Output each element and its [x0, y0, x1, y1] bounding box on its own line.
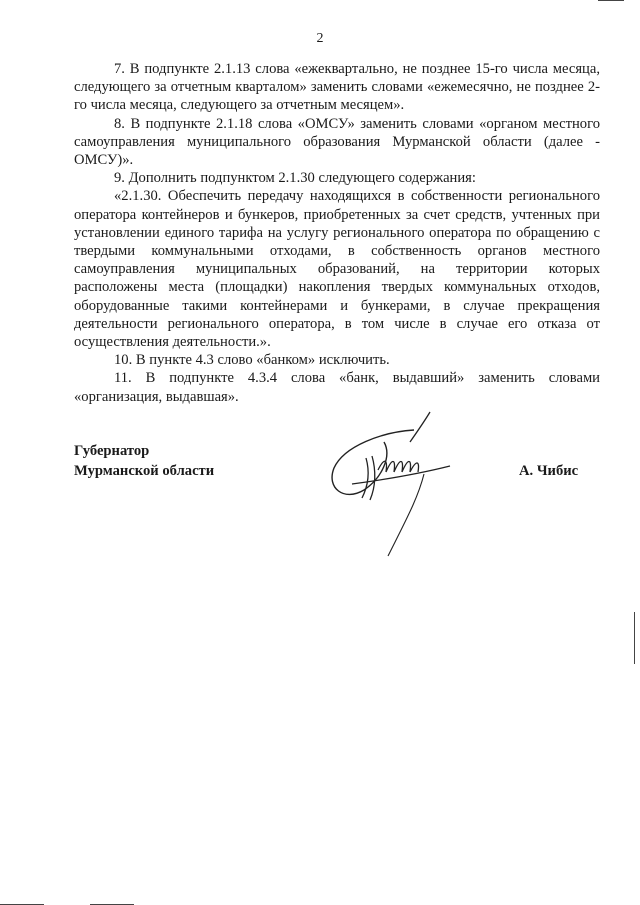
right-edge-mark [634, 612, 635, 664]
paragraph-9: 9. Дополнить подпунктом 2.1.30 следующего содержания: [114, 170, 476, 187]
signatory-title-line1: Губернатор [74, 443, 150, 459]
handwritten-signature [322, 410, 472, 560]
page-number: 2 [316, 31, 324, 46]
signatory-title [74, 441, 214, 481]
paragraph-10: 10. В пункте 4.3 слово «банком» исключить. [114, 352, 390, 369]
paragraph-8: 8. В подпункте 2.1.18 слова «ОМСУ» заменить словами «органом местного самоуправления муниципального образования Мурманской области (далее - ОМСУ)». [74, 115, 600, 169]
paragraph-2-1-30: «2.1.30. Обеспечить передачу находящихся в собственности регионального оператора контейнеров и бункеров, приобретенных за счет средств, учтенных при установлении единого тарифа на услугу регионального оператора по обращению с твердыми коммунальными отходами, в собственность органов местного самоуправления муниципальных образований, на территории которых расположены места (площадки) накопления твердых коммунальных отходов, оборудованные такими контейнерами и бункерами, в случае прекращения деятельности регионального оператора, в том числе в случае его отказа от осуществления деятельности.». [74, 188, 600, 351]
document-body [74, 60, 600, 406]
top-edge-mark [598, 0, 624, 1]
paragraph-7: 7. В подпункте 2.1.13 слова «ежеквартально, не позднее 15-го числа месяца, следующего за отчетным кварталом» заменить словами «ежемесячно, не позднее 2-го числа месяца, следующего за отчетным месяцем». [74, 61, 600, 114]
signatory-name: А. Чибис [519, 463, 579, 479]
paragraph-11: 11. В подпункте 4.3.4 слова «банк, выдавший» заменить словами «организация, выдавшая». [74, 370, 600, 405]
signatory-title-line2: Мурманской области [74, 463, 215, 479]
